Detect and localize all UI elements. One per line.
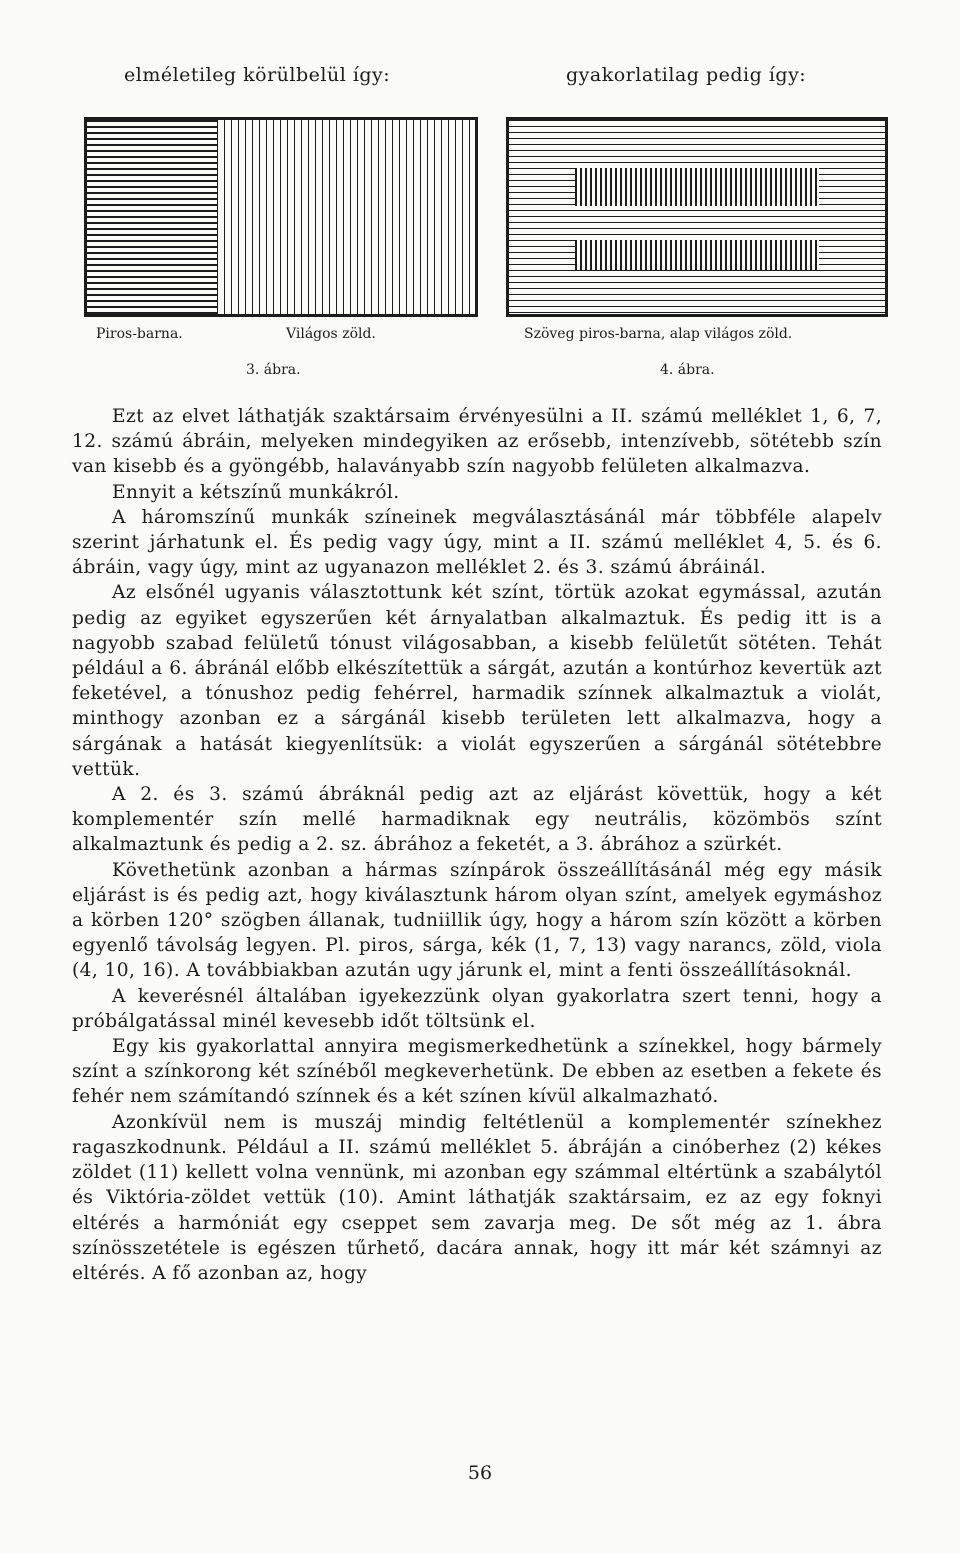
paragraph: Azonkívül nem is muszáj mindig feltétlenül a komplementér színekhez ragaszkodnunk. Például a II. számú melléklet 5. ábráján a cinóberhez (2) kékes zöldet (11) kellett volna vennünk, mi azonban egy számmal eltértünk a szabálytól és Viktória-zöldet vettük (10). Amint láthatják szaktársaim, ez az egy foknyi eltérés a harmóniát egy cseppet sem zavarja meg. De sőt még az 1. ábra színösszetétele is egészen tűrhető, dacára annak, hogy itt már két számnyi az eltérés. A fő azonban az, hogy <box>72 1111 882 1284</box>
paragraph: Ennyit a kétszínű munkákról. <box>112 481 400 503</box>
figure-4 <box>506 117 888 317</box>
page-number: 56 <box>467 1462 493 1484</box>
paragraph: A 2. és 3. számú ábráknál pedig azt az eljárást követtük, hogy a két komplementér szín mellé harmadiknak egy neutrális, közömbös színt alkalmaztunk és pedig a 2. sz. ábrához a feketét, a 3. ábrához a szürkét. <box>72 784 882 856</box>
body-text <box>72 404 882 1286</box>
figure-3 <box>84 117 478 317</box>
figure-3-vertical-hatch <box>217 120 475 314</box>
figure-3-horizontal-hatch <box>87 120 217 314</box>
figure-3-caption-left: Piros-barna. <box>96 326 183 342</box>
paragraph: Követhetünk azonban a hármas színpárok összeállításánál még egy másik eljárást is és pedig azt, hogy kiválasztunk három olyan színt, amelyek egymáshoz a körben 120° szögben állanak, tudniillik úgy, hogy a három szín között a körben egyenlő távolság legyen. Pl. piros, sárga, kék (1, 7, 13) vagy narancs, zöld, viola (4, 10, 16). A továbbiakban azután ugy járunk el, mint a fenti összeállításoknál. <box>72 859 882 982</box>
figure-4-caption: Szöveg piros-barna, alap világos zöld. <box>524 326 793 342</box>
figure-4-text-bar <box>575 168 819 206</box>
paragraph: Ezt az elvet láthatják szaktársaim érvényesülni a II. számú melléklet 1, 6, 7, 12. számú ábráin, melyeken mindegyiken az erősebb, intenzívebb, sötétebb szín van kisebb és a gyöngébb, halaványabb szín nagyobb felületen alkalmazva. <box>72 406 882 478</box>
figure-4-label: 4. ábra. <box>660 362 715 378</box>
paragraph: A háromszínű munkák színeinek megválasztásánál már többféle alapelv szerint járhatunk el. És pedig vagy úgy, mint a II. számú melléklet 4, 5. és 6. ábráin, vagy úgy, mint az ugyanazon melléklet 2. és 3. számú ábráinál. <box>72 506 882 579</box>
figure-4-text-bar <box>575 240 819 270</box>
heading-theory: elméletileg körülbelül így: <box>124 64 391 86</box>
figure-3-caption-right: Világos zöld. <box>286 326 376 342</box>
paragraph: Az elsőnél ugyanis választottunk két színt, törtük azokat egymással, azután pedig az egyiket egyszerűen két árnyalatban alkalmaztuk. És pedig itt is a nagyobb szabad felületű tónust világosabban, a kisebb felületűt sötéten. Tehát például a 6. ábránál előbb elkészítettük a sárgát, azután a kontúrhoz kevertük azt feketével, a tónushoz pedig fehérrel, harmadik színnek alkalmaztuk a violát, minthogy azonban ez a sárgánál kisebb területen lett alkalmazva, hogy a sárgának a hatását kiegyenlítsük: a violát egyszerűen a sárgánál sötétebbre vettük. <box>72 582 882 780</box>
heading-practice: gyakorlatilag pedig így: <box>566 64 807 86</box>
figure-3-label: 3. ábra. <box>246 362 301 378</box>
paragraph: A keverésnél általában igyekezzünk olyan gyakorlatra szert tenni, hogy a próbálgatással minél kevesebb időt töltsünk el. <box>72 985 882 1032</box>
paragraph: Egy kis gyakorlattal annyira megismerkedhetünk a színekkel, hogy bármely színt a színkorong két színéből megkeverhetünk. De ebben az esetben a fekete és fehér nem számítandó színnek és a két színen kívül alkalmazható. <box>72 1036 882 1108</box>
